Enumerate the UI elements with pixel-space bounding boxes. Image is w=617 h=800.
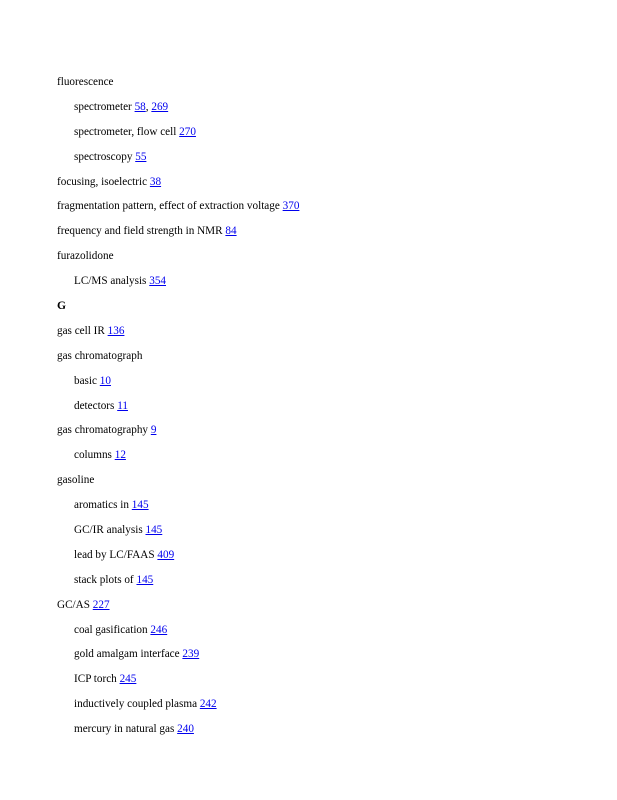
- index-term: furazolidone: [57, 250, 114, 263]
- index-term: gas cell IR: [57, 324, 105, 337]
- index-term: aromatics in: [74, 499, 129, 512]
- index-term: spectrometer: [74, 100, 132, 113]
- index-entry: [57, 348, 577, 373]
- index-subentry: [57, 721, 577, 746]
- page-link[interactable]: 11: [117, 399, 128, 412]
- index-term: gold amalgam interface: [74, 648, 180, 661]
- index-entry: [57, 248, 577, 273]
- page-link[interactable]: 242: [199, 698, 217, 711]
- index-term: mercury in natural gas: [74, 723, 175, 736]
- index-letter-heading: [57, 298, 577, 323]
- page-link[interactable]: 270: [179, 125, 196, 138]
- index-entry: [57, 74, 577, 99]
- page-link[interactable]: 55: [135, 150, 147, 163]
- index-term: stack plots of: [74, 573, 134, 586]
- index-term: lead by LC/FAAS: [74, 548, 155, 561]
- index-subentry: [57, 522, 577, 547]
- page-separator: ,: [145, 100, 152, 113]
- index-term: columns: [74, 449, 112, 462]
- index-term: inductively coupled plasma: [74, 698, 198, 711]
- page-link[interactable]: 38: [149, 175, 162, 188]
- index-entry: [57, 597, 577, 622]
- index-subentry: [57, 646, 577, 671]
- page-link[interactable]: 245: [119, 673, 137, 686]
- index-entry: [57, 472, 577, 497]
- page-link[interactable]: 246: [150, 623, 168, 636]
- index-subentry: [57, 398, 577, 423]
- page-link[interactable]: 58: [134, 100, 146, 113]
- index-subentry: [57, 671, 577, 696]
- index-term: detectors: [74, 399, 115, 412]
- index-term: G: [57, 299, 67, 313]
- index-term: fluorescence: [57, 76, 114, 88]
- index-term: gas chromatography: [57, 424, 149, 437]
- index-term: LC/MS analysis: [74, 275, 147, 288]
- page-link[interactable]: 145: [136, 573, 154, 586]
- index-term: spectrometer, flow cell: [74, 125, 177, 138]
- index-entry: [57, 422, 577, 447]
- index-entry: [57, 174, 577, 199]
- page-link[interactable]: 354: [149, 275, 166, 288]
- index-term: gasoline: [57, 474, 95, 487]
- index-term: gas chromatograph: [57, 349, 143, 362]
- index-term: GC/IR analysis: [74, 524, 143, 537]
- index-subentry: [57, 373, 577, 398]
- index-term: focusing, isoelectric: [57, 175, 148, 188]
- index-subentry: [57, 497, 577, 522]
- index-term: coal gasification: [74, 623, 148, 636]
- page-link[interactable]: 12: [114, 449, 126, 462]
- page-link[interactable]: 240: [177, 723, 194, 736]
- index-term: spectroscopy: [74, 150, 133, 163]
- page-link[interactable]: 84: [225, 225, 237, 238]
- page-link[interactable]: 145: [131, 499, 149, 512]
- page-link[interactable]: 370: [282, 200, 300, 213]
- index-subentry: [57, 547, 577, 572]
- page-link[interactable]: 9: [150, 424, 157, 437]
- page-link[interactable]: 239: [182, 648, 200, 661]
- page-link[interactable]: 409: [157, 548, 175, 561]
- index-term: ICP torch: [74, 673, 117, 686]
- page-link[interactable]: 136: [107, 324, 125, 337]
- page-link[interactable]: 269: [151, 100, 169, 113]
- page-link[interactable]: 145: [145, 524, 163, 537]
- index-term: basic: [74, 374, 97, 387]
- index-term: GC/AS: [57, 598, 90, 611]
- index-subentry: [57, 149, 577, 174]
- index-list: [57, 74, 577, 746]
- index-term: fragmentation pattern, effect of extraction voltage: [57, 200, 280, 213]
- index-entry: [57, 223, 577, 248]
- index-subentry: [57, 622, 577, 647]
- index-subentry: [57, 572, 577, 597]
- index-subentry: [57, 696, 577, 721]
- index-subentry: [57, 124, 577, 149]
- index-subentry: [57, 99, 577, 124]
- page-link[interactable]: 10: [99, 374, 111, 387]
- index-entry: [57, 198, 577, 223]
- page-link[interactable]: 227: [92, 598, 110, 611]
- index-subentry: [57, 273, 577, 298]
- index-entry: [57, 323, 577, 348]
- index-subentry: [57, 447, 577, 472]
- index-term: frequency and field strength in NMR: [57, 225, 223, 238]
